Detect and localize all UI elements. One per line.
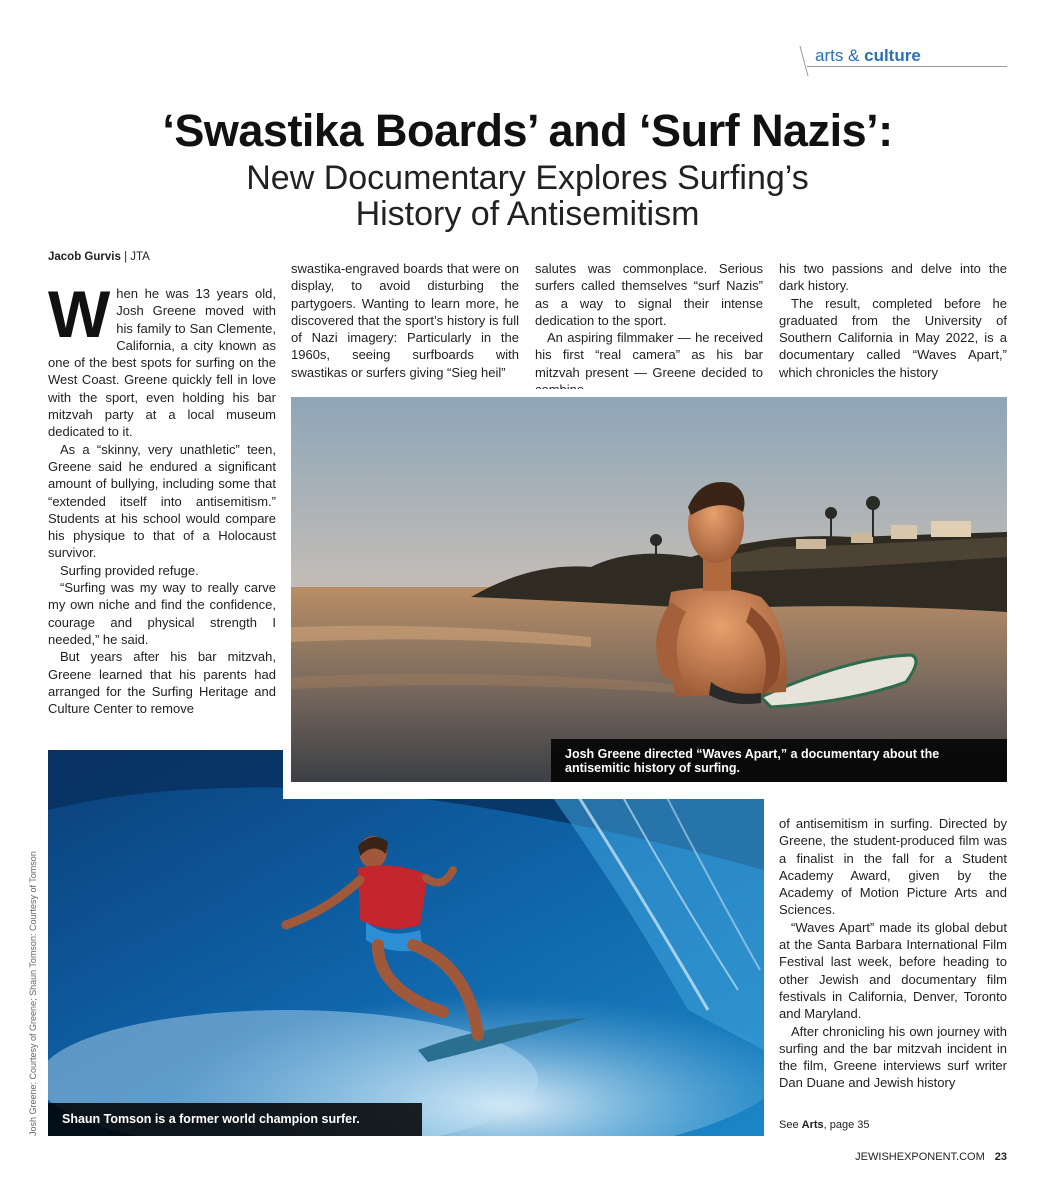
- article-column-4-continued: [779, 815, 1007, 1092]
- article-paragraph: But years after his bar mitzvah, Greene learned that his parents had arranged for the Surfing Heritage and Culture Center to remove: [48, 649, 276, 717]
- article-paragraph: An aspiring filmmaker — he received his first “real camera” as his bar mitzvah present — Greene decided to: [535, 330, 763, 380]
- section-rule: [807, 66, 1007, 67]
- section-tag: [797, 44, 1007, 68]
- article-column-3: [535, 260, 763, 398]
- article-paragraph: swastika-engraved boards that were on display, to avoid disturbing the partygoers. Wanting to learn more, he discovered that the sport’s history is full of Nazi imagery: Particularly in the 1960s, seeing surfboards with swastikas or surfers giving “Sieg heil”: [291, 261, 519, 380]
- article-paragraph: of antisemitism in surfing. Directed by Greene, the student-produced film was a finalist in the fall for a Student Academy Award, given by the Academy of Motion Picture Arts and Sciences.: [779, 816, 1007, 918]
- page-number: 23: [994, 1151, 1007, 1163]
- article-paragraph: When he was 13 years old, Josh Greene moved with his family to San Clemente, California, a city known as one of the best spots for surfing on the West Coast. Greene quickly fell in love with the sport, even holding his bar mitzvah party at a local museum dedicated to it.: [48, 277, 276, 440]
- footer-site: JEWISHEXPONENT.COM: [855, 1151, 985, 1163]
- byline: Jacob Gurvis | JTA: [48, 251, 150, 263]
- photo-caption-2: Shaun Tomson is a former world champion surfer.: [48, 1103, 422, 1136]
- section-slash-icon: [799, 46, 809, 76]
- subheadline: [0, 160, 1055, 232]
- subheadline-line-2: History of Antisemitism: [355, 195, 700, 233]
- article-paragraph: Surfing provided refuge.: [60, 562, 199, 578]
- article-column-2: [291, 260, 519, 381]
- byline-author: Jacob Gurvis: [48, 251, 121, 263]
- photo-credit: Josh Greene: Courtesy of Greene; Shaun Tomson: Courtesy of Tomson: [28, 851, 38, 1136]
- article-paragraph: “Waves Apart” made its global debut at the Santa Barbara International Film Festival last week, before heading to other Jewish and documentary film festivals in California, Denver, Toronto and Maryland.: [779, 919, 1007, 1022]
- drop-cap: W: [48, 277, 111, 351]
- subheadline-line-1: New Documentary Explores Surfing’s: [246, 159, 809, 197]
- article-paragraph: As a “skinny, very unathletic” teen, Greene said he endured a significant amount of bullying, including some that “extended itself into antisemitism.” Students at his school would compare his physique to that of a Holocaust survivor.: [48, 441, 276, 561]
- article-column-4: [779, 260, 1007, 381]
- photo-caption-1: Josh Greene directed “Waves Apart,” a documentary about the antisemitic history of surfing.: [551, 739, 1007, 782]
- section-label: arts & culture: [815, 46, 921, 65]
- page-footer: [855, 1151, 1007, 1163]
- headline: ‘Swastika Boards’ and ‘Surf Nazis’:: [162, 105, 893, 156]
- article-paragraph: “Surfing was my way to really carve my own niche and find the confidence, courage and physical strength I needed,” he said.: [48, 580, 276, 647]
- byline-source: JTA: [130, 251, 150, 263]
- article-paragraph: salutes was commonplace. Serious surfers called themselves “surf Nazis” as a way to signal their intense dedication to the sport.: [535, 261, 763, 328]
- photo-josh-greene: [291, 397, 1007, 782]
- article-paragraph: After chronicling his own journey with surfing and the bar mitzvah incident in the film, Greene interviews surf writer Dan Duane and Jewish history: [779, 1023, 1007, 1091]
- photo-shaun-tomson: [48, 750, 764, 1136]
- article-paragraph: The result, completed before he graduated from the University of Southern California in May 2022, is a documentary called “Waves Apart,” which chronicles the history: [779, 295, 1007, 380]
- continuation-link[interactable]: See Arts, page 35: [779, 1119, 870, 1131]
- article-column-1: [48, 277, 276, 717]
- article-paragraph: his two passions and delve into the dark history.: [779, 261, 1007, 294]
